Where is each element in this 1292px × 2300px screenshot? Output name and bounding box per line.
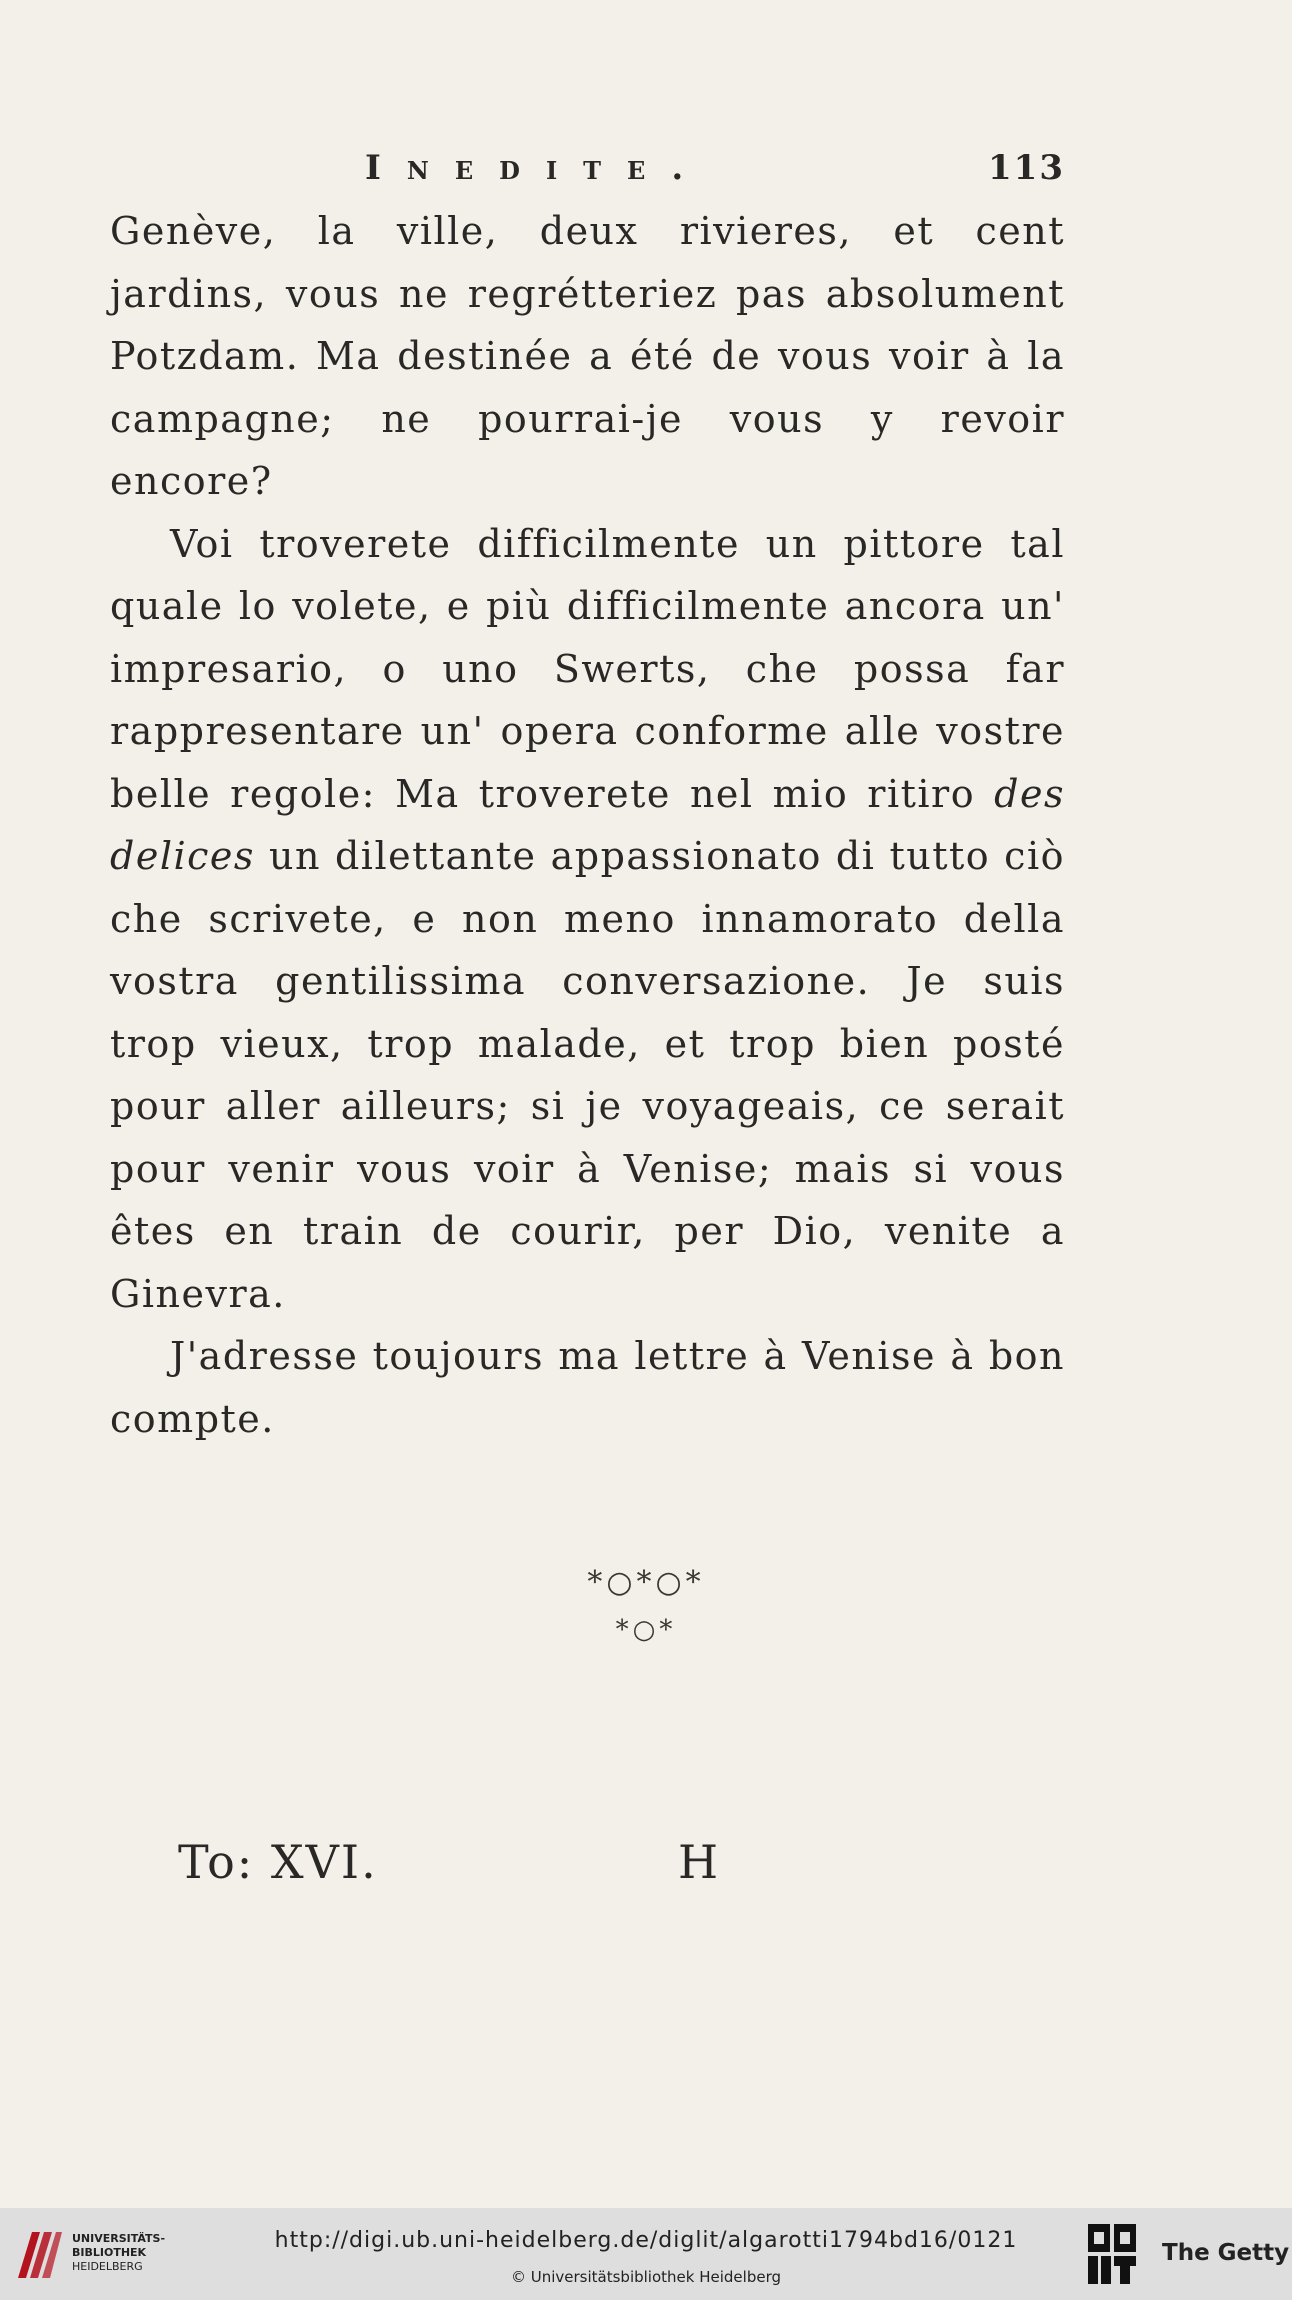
paragraph-3: J'adresse toujours ma lettre à Venise à bon compte. [110,1334,1065,1441]
getty-name: The Getty [1162,2240,1290,2266]
permalink-url[interactable]: http://digi.ub.uni-heidelberg.de/diglit/algarotti1794bd16/0121 [274,2228,1018,2253]
footer-bar [0,2208,1292,2300]
ornament-line-1: *○*○* [587,1565,705,1600]
paragraph-2-italic: des delices [110,771,1065,878]
paragraph-1: Genève, la ville, deux rivieres, et cent jardins, vous ne regrétteriez pas absolument Potzdam. Ma destinée a été de vous voir à la campagne; ne pourrai-je vous y revoir encore? [110,209,1065,503]
paragraph-2 [110,513,1065,1326]
paragraph-2-part-1: Voi troverete difficilmente un pittore tal quale lo volete, e più difficilmente ancora un' impresario, o uno Swerts, che possa far rappresentare un' opera conforme alle vostre belle regole: Ma troverete nel mio ritiro [110,521,1065,816]
library-name-line-1: UNIVERSITÄTS- [72,2232,166,2245]
running-head-title: Inedite. [365,148,710,188]
signature-letter: H [678,1835,719,1889]
ornament-line-2: *○* [615,1615,677,1645]
library-name-line-2: BIBLIOTHEK [72,2246,147,2259]
library-city: HEIDELBERG [72,2260,143,2273]
copyright-notice: © Universitätsbibliothek Heidelberg [510,2268,781,2286]
body-text [110,200,1065,1450]
running-head [110,148,1065,198]
page-number: 113 [988,148,1065,188]
paragraph-2-part-2: un dilettante appassionato di tutto ciò che scrivete, e non meno innamorato della vostra gentilissima conversazione. Je suis trop vieux, trop malade, et trop bien posté pour aller ailleurs; si je voyageais, ce serait pour venir vous voir à Venise; mais si vous êtes en train de courir, per Dio, venite a Ginevra. [110,834,1065,1316]
volume-mark: To: XVI. [178,1835,378,1889]
getty-logo-icon [1088,2224,1136,2284]
